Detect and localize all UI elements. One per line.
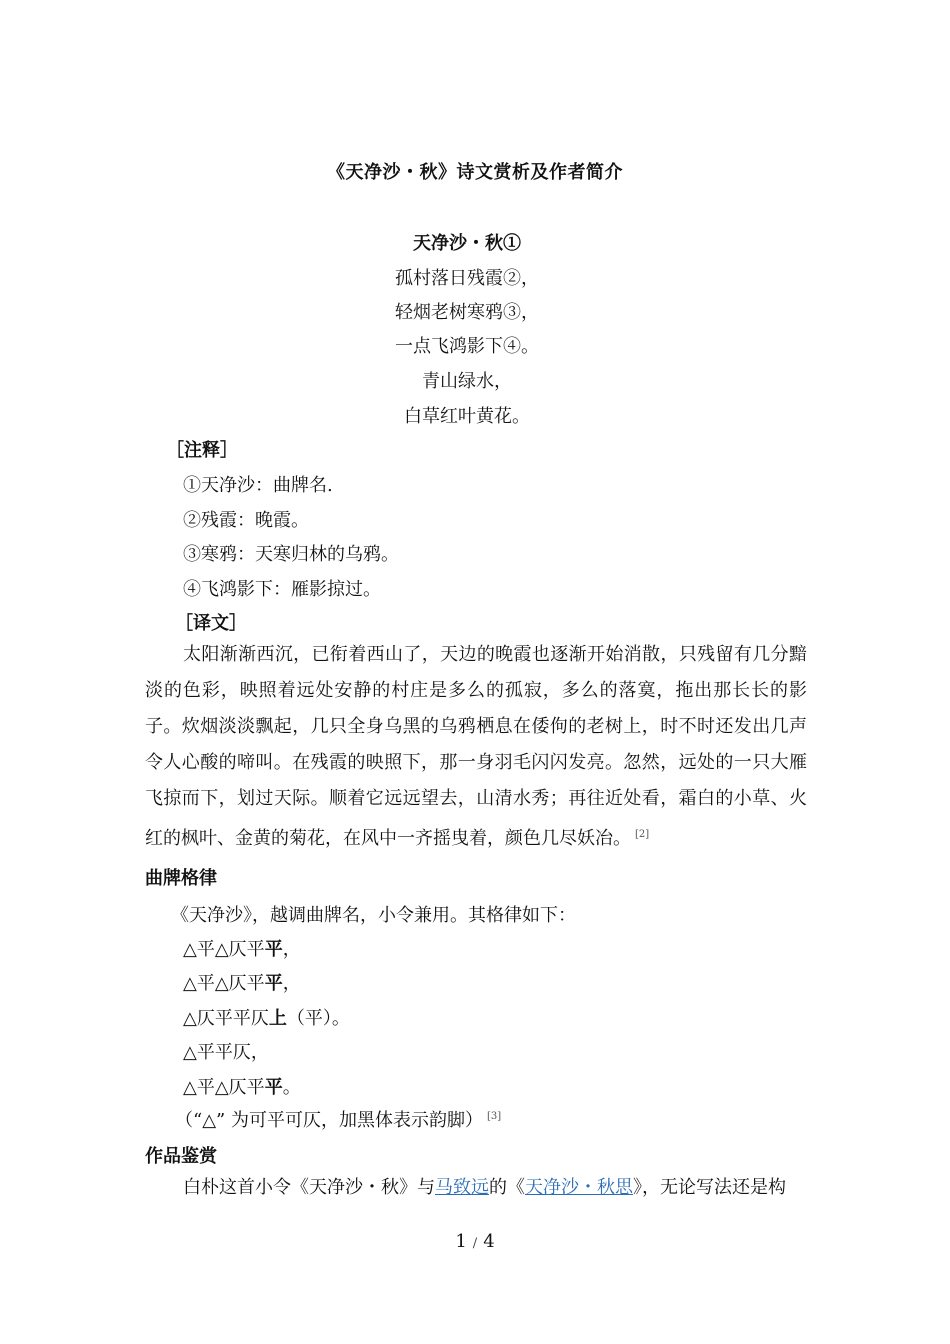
poem-line: 轻烟老树寒鸦③， — [395, 302, 539, 323]
citation[interactable]: [2] — [635, 829, 650, 840]
translation-text: 太阳渐渐西沉，已衔着西山了，天边的晚霞也逐渐开始消散，只残留有几分黯淡的色彩，映照着远处安静的村庄是多么的孤寂，多么的落寞，拖出那长长的影子。炊烟淡淡飘起，几只全身乌黑的乌鸦栖息在倭佝的老树上，时不时还发出几声令人心酸的啼叫。在残霞的映照下，那一身羽毛闪闪发亮。忽然，远处的一只大雁飞掠而下，划过天际。顺着它远远望去，山清水秀；再往近处看，霜白的小草、火红的枫叶、金黄的菊花，在风中一齐摇曳着，颜色几尽妖冶。 — [145, 644, 807, 849]
meter-note: （“△” 为可平可仄，加黑体表示韵脚） [3] — [175, 1110, 502, 1131]
page-number: 1 / 4 — [455, 1231, 495, 1252]
note-item: ④飞鸿影下：雁影掠过。 — [183, 579, 381, 600]
meter-line: △平△仄平平， — [183, 939, 301, 960]
appreciation-header: 作品鉴赏 — [145, 1146, 217, 1167]
poem-title: 天净沙・秋① — [413, 233, 521, 254]
author-link[interactable]: 马致远 — [435, 1177, 489, 1198]
meter-line: △仄平平仄上（平）。 — [183, 1008, 350, 1029]
appreciation-paragraph: 白朴这首小令《天净沙・秋》与马致远的《天净沙・秋思》，无论写法还是构 — [183, 1177, 786, 1198]
meter-header: 曲牌格律 — [145, 868, 217, 889]
meter-intro: 《天净沙》，越调曲牌名，小令兼用。其格律如下： — [171, 905, 576, 926]
translation-paragraph — [145, 637, 807, 857]
meter-line: △平平仄， — [183, 1042, 269, 1063]
note-item: ②残霞：晚霞。 — [183, 510, 309, 531]
translation-header: ［译文］ — [175, 613, 247, 634]
poem-line: 一点飞鸿影下④。 — [395, 336, 539, 357]
note-item: ①天净沙：曲牌名. — [183, 475, 333, 496]
meter-line: △平△仄平平， — [183, 973, 301, 994]
poem-line: 白草红叶黄花。 — [404, 406, 530, 427]
poem-line: 青山绿水， — [422, 371, 512, 392]
citation[interactable]: [3] — [486, 1111, 502, 1122]
poem-link[interactable]: 天净沙・秋思 — [525, 1177, 633, 1198]
document-title: 《天净沙・秋》诗文赏析及作者简介 — [327, 162, 623, 183]
meter-line: △平△仄平平。 — [183, 1077, 301, 1098]
note-item: ③寒鸦：天寒归林的乌鸦。 — [183, 544, 399, 565]
notes-header: ［注释］ — [166, 440, 238, 461]
poem-line: 孤村落日残霞②， — [395, 268, 539, 289]
